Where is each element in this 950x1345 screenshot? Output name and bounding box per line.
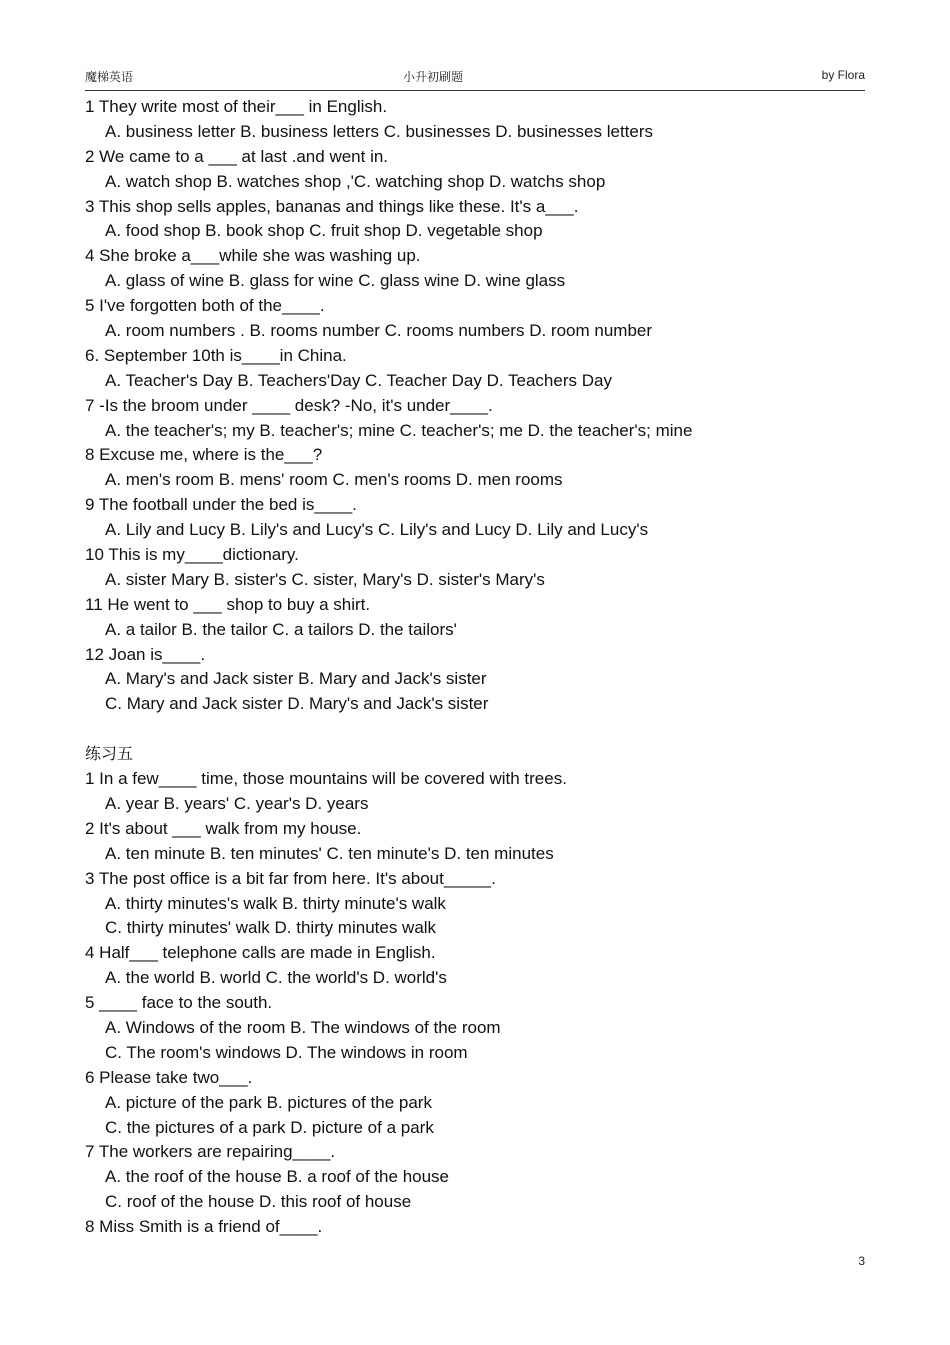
- answer-options-line: A. ten minute B. ten minutes' C. ten minute's D. ten minutes: [105, 843, 554, 863]
- answer-options-line: A. men's room B. mens' room C. men's rooms D. men rooms: [105, 470, 563, 490]
- answer-options-line: A. business letter B. business letters C. businesses D. businesses letters: [105, 121, 654, 141]
- answer-options-line: C. Mary and Jack sister D. Mary's and Jack's sister: [105, 694, 489, 714]
- page-header: [85, 68, 865, 88]
- answer-options-line: A. watch shop B. watches shop ,'C. watching shop D. watchs shop: [105, 171, 606, 191]
- question-line: 3 This shop sells apples, bananas and things like these. It's a___.: [85, 196, 579, 216]
- question-line: 9 The football under the bed is____.: [85, 495, 357, 515]
- answer-options-line: A. a tailor B. the tailor C. a tailors D. the tailors': [105, 619, 457, 639]
- answer-options-line: C. roof of the house D. this roof of house: [105, 1192, 412, 1212]
- answer-options-line: A. glass of wine B. glass for wine C. glass wine D. wine glass: [105, 271, 566, 291]
- question-line: 5 ____ face to the south.: [85, 993, 273, 1013]
- page-number: 3: [858, 1254, 865, 1268]
- answer-options-line: C. thirty minutes' walk D. thirty minutes walk: [105, 918, 437, 938]
- answer-options-line: C. the pictures of a park D. picture of a park: [105, 1117, 434, 1137]
- answer-options-line: A. the teacher's; my B. teacher's; mine C. teacher's; me D. the teacher's; mine: [105, 420, 693, 440]
- header-brand: 魔梯英语: [85, 70, 134, 84]
- question-line: 12 Joan is____.: [85, 644, 206, 664]
- question-line: 2 It's about ___ walk from my house.: [85, 818, 362, 838]
- question-line: 6. September 10th is____in China.: [85, 345, 347, 365]
- question-line: 6 Please take two___.: [85, 1067, 253, 1087]
- question-line: 7 -Is the broom under ____ desk? -No, it's under____.: [85, 395, 493, 415]
- question-line: 5 I've forgotten both of the____.: [85, 296, 325, 316]
- answer-options-line: A. thirty minutes's walk B. thirty minute's walk: [105, 893, 446, 913]
- question-line: 8 Miss Smith is a friend of____.: [85, 1217, 323, 1237]
- question-line: 8 Excuse me, where is the___?: [85, 445, 323, 465]
- answer-options-line: A. Mary's and Jack sister B. Mary and Jack's sister: [105, 669, 487, 689]
- header-divider: [85, 90, 865, 91]
- answer-options-line: C. The room's windows D. The windows in room: [105, 1042, 468, 1062]
- question-line: 1 In a few____ time, those mountains will be covered with trees.: [85, 769, 567, 789]
- header-author: by Flora: [821, 68, 865, 82]
- answer-options-line: A. year B. years' C. year's D. years: [105, 793, 369, 813]
- question-line: 11 He went to ___ shop to buy a shirt.: [85, 594, 371, 614]
- answer-options-line: A. Lily and Lucy B. Lily's and Lucy's C. Lily's and Lucy D. Lily and Lucy's: [105, 520, 649, 540]
- answer-options-line: A. Windows of the room B. The windows of the room: [105, 1017, 501, 1037]
- question-line: 4 Half___ telephone calls are made in English.: [85, 943, 436, 963]
- question-line: 1 They write most of their___ in English.: [85, 97, 388, 116]
- answer-options-line: A. food shop B. book shop C. fruit shop D. vegetable shop: [105, 221, 543, 241]
- question-line: 3 The post office is a bit far from here. It's about_____.: [85, 868, 496, 888]
- answer-options-line: A. room numbers . B. rooms number C. rooms numbers D. room number: [105, 321, 653, 341]
- exercise-content: [85, 95, 865, 1240]
- question-line: 2 We came to a ___ at last .and went in.: [85, 146, 389, 166]
- header-title: 小升初刷题: [403, 70, 464, 84]
- answer-options-line: A. sister Mary B. sister's C. sister, Mary's D. sister's Mary's: [105, 569, 545, 589]
- answer-options-line: A. the world B. world C. the world's D. world's: [105, 968, 447, 988]
- spacer: [85, 717, 865, 742]
- section-title: 练习五: [85, 744, 134, 764]
- question-line: 10 This is my____dictionary.: [85, 545, 299, 565]
- question-line: 4 She broke a___while she was washing up.: [85, 246, 421, 266]
- answer-options-line: A. picture of the park B. pictures of the park: [105, 1092, 432, 1112]
- question-line: 7 The workers are repairing____.: [85, 1142, 336, 1162]
- answer-options-line: A. the roof of the house B. a roof of the house: [105, 1167, 450, 1187]
- answer-options-line: A. Teacher's Day B. Teachers'Day C. Teacher Day D. Teachers Day: [105, 370, 612, 390]
